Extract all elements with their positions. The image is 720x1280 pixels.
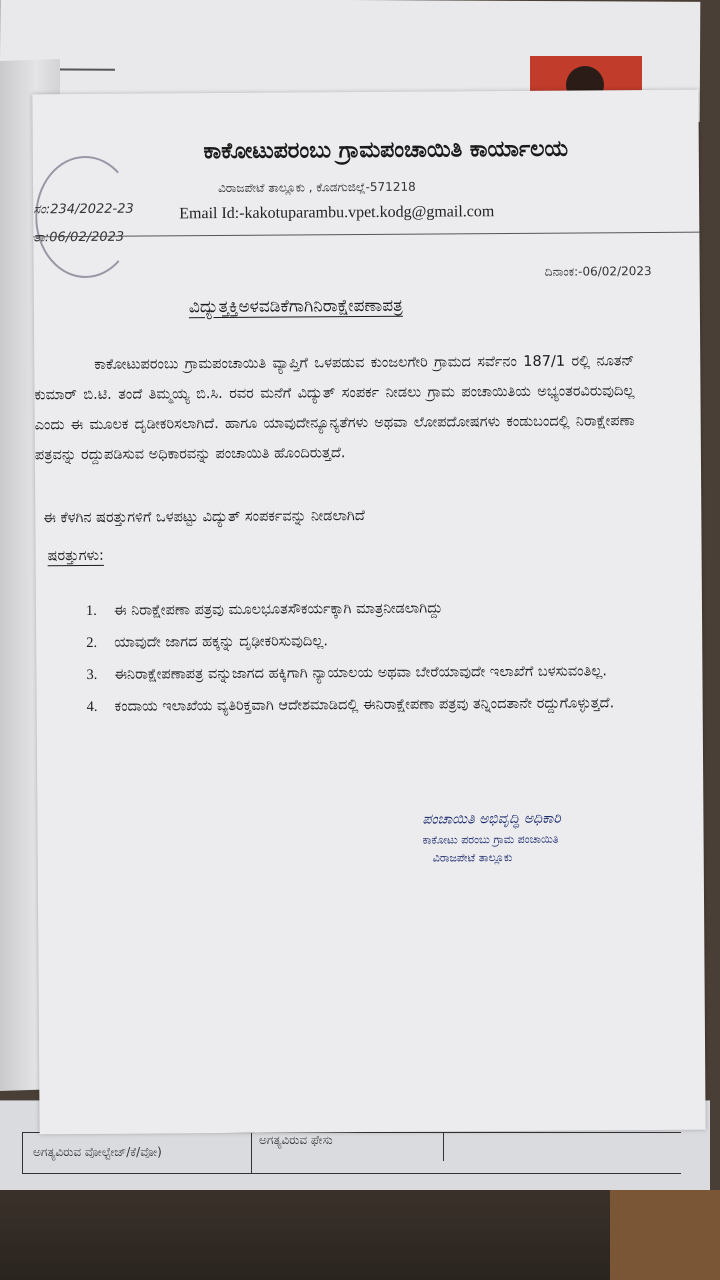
office-email: Email Id:-kakotuparambu.vpet.kodg@gmail.com (179, 203, 495, 223)
required-phase-label: ಅಗತ್ಯವಿರುವ ಫೇಸು (259, 1133, 333, 1147)
list-item: 2. ಯಾವುದೇ ಜಾಗದ ಹಕ್ಕನ್ನು ದೃಢೀಕರಿಸುವುದಿಲ್ಲ. (86, 633, 329, 651)
body-paragraph: ಕಾಕೋಟುಪರಂಬು ಗ್ರಾಮಪಂಚಾಯಿತಿ ವ್ಯಾಪ್ತಿಗೆ ಒಳಪಡುವ ಕುಂಜಲಗೇರಿ ಗ್ರಾಮದ ಸರ್ವೆನಂ 187/1 ರಲ್ಲಿ ನೂತನ್ ಕುಮಾರ್ ಬಿ.ಟಿ. ತಂದೆ ತಿಮ್ಮಯ್ಯ ಬಿ.ಸಿ. ರವರ ಮನೆಗೆ ವಿದ್ಯುತ್ ಸಂಪರ್ಕ ನೀಡಲು ಗ್ರಾಮ ಪಂಚಾಯಿತಿಯ ಅಭ್ಯಂತರವಿರುವುದಿಲ್ಲ ಎಂದು ಈ ಮೂಲಕ ದೃಡೀಕರಿಸಲಾಗಿದೆ. ಹಾಗೂ ಯಾವುದೇನ್ಯೂನ್ಯತೆಗಳು ಅಥವಾ ಲೋಪದೋಷಗಳು ಕಂಡುಬಂದಲ್ಲಿ ನಿರಾಕ್ಷೇಪಣಾ ಪತ್ರವನ್ನು ರದ್ದುಪಡಿಸುವ ಅಧಿಕಾರವನ್ನು ಪಂಚಾಯಿತಿ ಹೊಂದಿರುತ್ತದೆ. (34, 353, 635, 464)
conditions-intro: ಈ ಕೆಳಗಿನ ಷರತ್ತುಗಳಿಗೆ ಒಳಪಟ್ಟು ವಿದ್ಯುತ್ ಸಂಪರ್ಕವನ್ನು ನೀಡಲಾಗಿದೆ (43, 508, 365, 527)
letter-subject: ವಿದ್ಯುತ್ತಕ್ತಿಅಳವಡಿಕೆಗಾಗಿನಿರಾಕ್ಷೇಪಣಾಪತ್ರ (188, 295, 403, 318)
noc-letter (32, 90, 705, 1135)
office-title: ಕಾಕೋಟುಪರಂಬು ಗ್ರಾಮಪಂಚಾಯಿತಿ ಕಾರ್ಯಾಲಯ (203, 136, 569, 165)
list-item: 4. ಕಂದಾಯ ಇಲಾಖೆಯ ವ್ಯತಿರಿಕ್ತವಾಗಿ ಆದೇಶಮಾಡಿದಲ್ಲಿ ಈನಿರಾಕ್ಷೇಪಣಾ ಪತ್ರವು ತನ್ನಿಂದತಾನೇ ರದ್ದುಗೊಳ್ಳುತ್ತದೆ. (86, 695, 615, 715)
required-voltage-label: ಅಗತ್ಯವಿರುವ ವೋಲ್ಟೇಜ್/ಕೆ/ವೋ) (33, 1145, 162, 1159)
signatory-taluk: ವಿರಾಜಪೇಟೆ ತಾಲ್ಲೂಕು (432, 851, 513, 865)
conditions-list (86, 592, 647, 724)
reference-number: ಸಂ:234/2022-23 (33, 201, 134, 218)
letter-date: ದಿನಾಂಕ:-06/02/2023 (544, 264, 652, 279)
conditions-heading: ಷರತ್ತುಗಳು: (47, 547, 104, 565)
list-item: 1. ಈ ನಿರಾಕ್ಷೇಪಣಾ ಪತ್ರವು ಮೂಲಭೂತಸೌಕರ್ಯಕ್ಕಾಗಿ ಮಾತ್ರನೀಡಲಾಗಿದ್ದು (85, 600, 443, 619)
table-surface (0, 1190, 720, 1280)
reference-date: ತಾ:06/02/2023 (33, 229, 125, 246)
signatory-panchayat: ಕಾಕೋಟು ಪರಂಬು ಗ್ರಾಮ ಪಂಚಾಯಿತಿ (422, 832, 559, 847)
signatory-title: ಪಂಚಾಯಿತಿ ಅಭಿವೃದ್ಧಿ ಅಧಿಕಾರಿ (422, 810, 561, 828)
application-form-row (22, 1132, 681, 1174)
list-item: 3. ಈನಿರಾಕ್ಷೇಪಣಾಪತ್ರ ವನ್ನುಜಾಗದ ಹಕ್ಕಿಗಾಗಿ ನ್ಯಾಯಾಲಯ ಅಥವಾ ಬೇರೆಯಾವುದೇ ಇಲಾಖೆಗೆ ಬಳಸುವಂತಿಲ್ಲ. (86, 663, 608, 683)
taluk-address: ವಿರಾಜಪೇಟೆ ತಾಲ್ಲೂಕು , ಕೊಡಗುಜಿಲ್ಲೆ-571218 (217, 179, 416, 196)
